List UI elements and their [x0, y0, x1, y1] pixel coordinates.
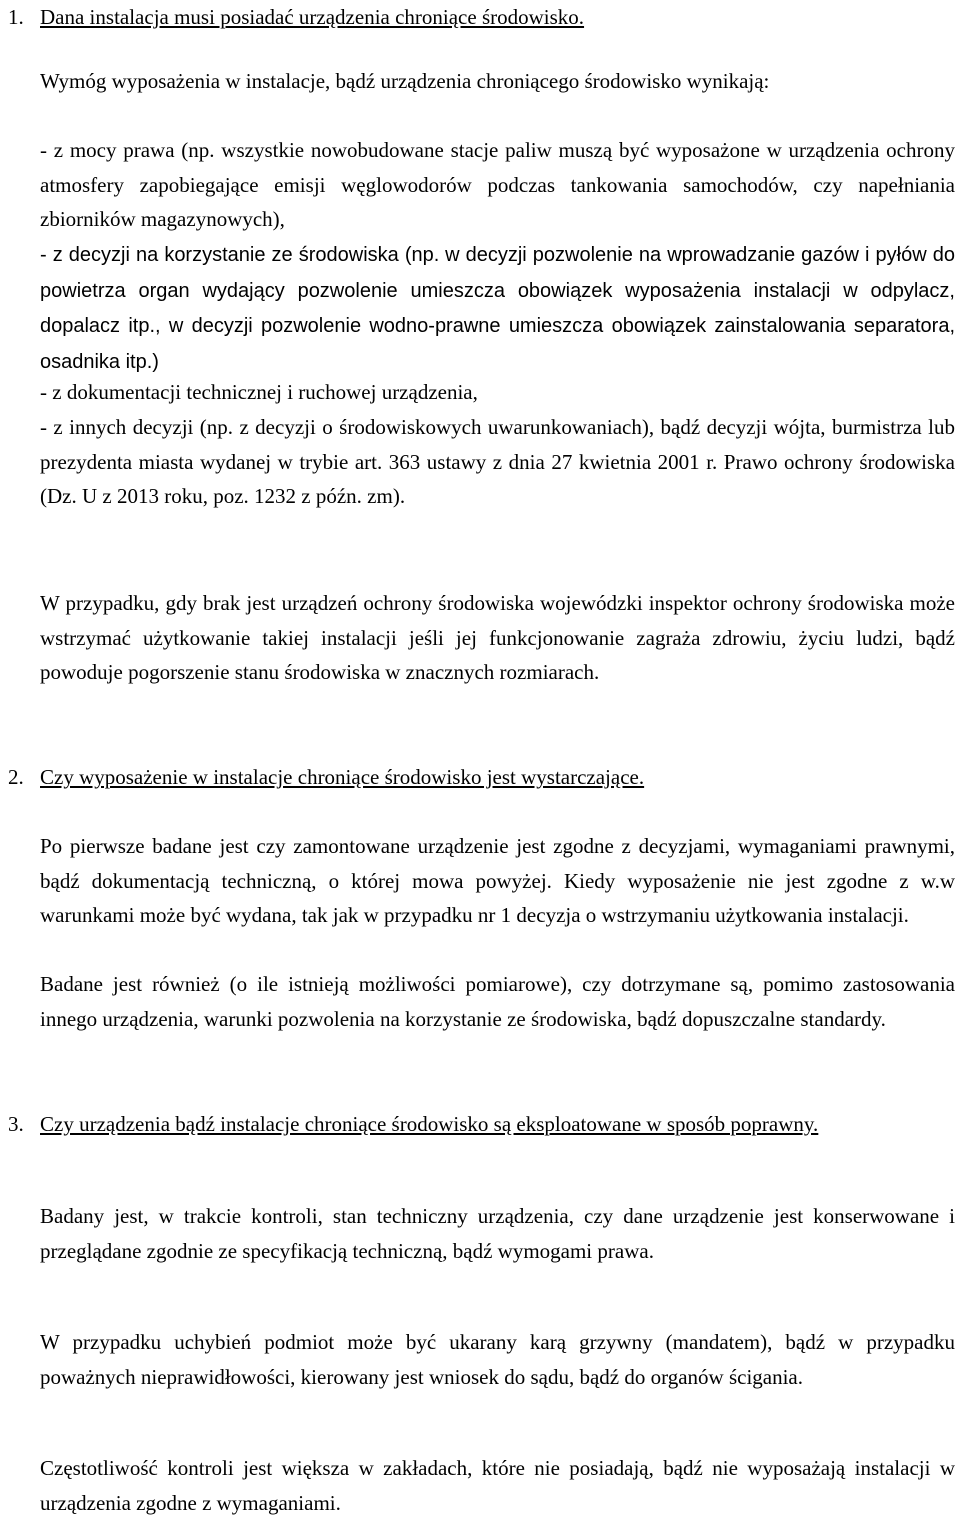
item-law-text: - z mocy prawa (np. wszystkie nowobudowane stacje paliw muszą być wyposażone w urządzenia ochrony atmosfery zapobiegające emisji węglowodorów podczas tankowania samochodów, czy napełniania zbiorników magazynowych),	[40, 138, 955, 231]
section-1-closing: W przypadku, gdy brak jest urządzeń ochrony środowiska wojewódzki inspektor ochrony środowiska może wstrzymać użytkowanie takiej instalacji jeśli jej funkcjonowanie zagraża zdrowiu, życiu ludzi, bądź powoduje pogorszenie stanu środowiska w znacznych rozmiarach.	[40, 591, 955, 684]
section-1-item-docs: - z dokumentacji technicznej i ruchowej urządzenia,	[40, 380, 478, 404]
section-2-heading: Czy wyposażenie w instalacje chroniące środowisko jest wystarczające.	[40, 765, 645, 789]
section-2-number: 2.	[8, 765, 24, 789]
section-1-item-permit	[40, 237, 955, 379]
section-2-para-1: Po pierwsze badane jest czy zamontowane urządzenie jest zgodne z decyzjami, wymaganiami prawnymi, bądź dokumentacją techniczną, o której mowa powyżej. Kiedy wyposażenie nie jest zgodne z w.w warunkami może być wydana, tak jak w przypadku nr 1 decyzja o wstrzymaniu użytkowania instalacji.	[40, 834, 955, 927]
section-3-para-3: Częstotliwość kontroli jest większa w zakładach, które nie posiadają, bądź nie wyposażają instalacji w urządzenia zgodne z wymaganiami.	[40, 1456, 955, 1515]
section-2-para-2: Badane jest również (o ile istnieją możliwości pomiarowe), czy dotrzymane są, pomimo zastosowania innego urządzenia, warunki pozwolenia na korzystanie ze środowiska, bądź dopuszczalne standardy.	[40, 972, 955, 1031]
section-1-heading: Dana instalacja musi posiadać urządzenia chroniące środowisko.	[40, 5, 585, 29]
section-1-intro: Wymóg wyposażenia w instalacje, bądź urządzenia chroniącego środowisko wynikają:	[40, 69, 770, 93]
item-permit-lead: - z decyzji na korzystanie ze środowiska (np.	[40, 244, 440, 266]
section-3-number: 3.	[8, 1112, 24, 1136]
section-3-heading: Czy urządzenia bądź instalacje chroniące środowisko są eksploatowane w sposób poprawny.	[40, 1112, 819, 1136]
section-1-item-other: - z innych decyzji (np. z decyzji o środowiskowych uwarunkowaniach), bądź decyzji wójta, burmistrza lub prezydenta miasta wydanej w trybie art. 363 ustawy z dnia 27 kwietnia 2001 r. Prawo ochrony środowiska (Dz. U z 2013 roku, poz. 1232 z późn. zm).	[40, 415, 955, 508]
item-permit-body: w decyzji pozwolenie na wprowadzanie gazów i pyłów do powietrza organ wydający pozwolenie umieszcza obowiązek wyposażenia instalacji w odpylacz, dopalacz itp., w decyzji pozwolenie wodno-prawne umieszcza obowiązek zainstalowania separatora, osadnika itp.)	[40, 244, 955, 373]
section-3-para-1: Badany jest, w trakcie kontroli, stan techniczny urządzenia, czy dane urządzenie jest konserwowane i przeglądane zgodnie ze specyfikacją techniczną, bądź wymogami prawa.	[40, 1204, 955, 1263]
section-1-item-law	[40, 133, 955, 237]
section-3-para-2: W przypadku uchybień podmiot może być ukarany karą grzywny (mandatem), bądź w przypadku poważnych nieprawidłowości, kierowany jest wniosek do sądu, bądź do organów ścigania.	[40, 1330, 955, 1389]
section-1-number: 1.	[8, 5, 24, 29]
